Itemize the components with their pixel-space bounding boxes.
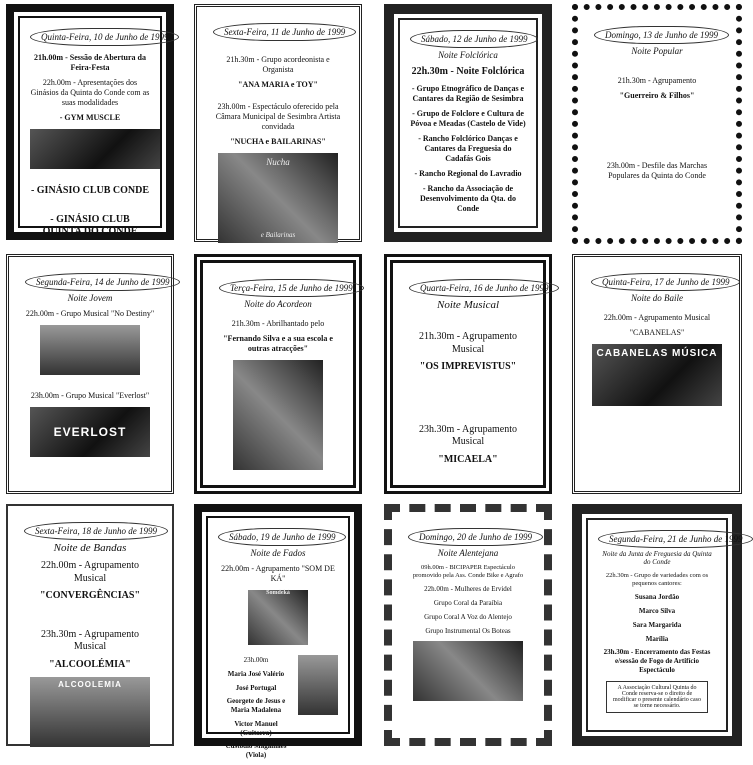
photo-caption: e Bailarinas (260, 231, 296, 239)
photo-label: Somdeká (266, 590, 290, 596)
event-line: - Rancho da Associação de Desenvolvimento da Qta. do Conde (420, 183, 516, 213)
event-line: 23h.00m - Espectáculo oferecido pela Câmara Municipal de Sesimbra Artista convidada (215, 102, 341, 131)
event-line: - Grupo Etnográfico de Danças e Cantares da Região de Sesimbra (411, 83, 525, 103)
event-line: Custódio Magalhães (Viola) (225, 742, 287, 759)
date-banner: Domingo, 20 de Junho de 1999 (408, 528, 543, 546)
singer-photo (298, 655, 338, 715)
event-line: 21h.30m - Abrilhantado pelo (231, 319, 325, 328)
event-line: José Portugal (235, 683, 277, 692)
night-title: Noite de Bandas (53, 542, 127, 554)
event-line: Marília (645, 634, 669, 643)
nucha-photo (218, 153, 338, 243)
event-line: "Guerreiro & Filhos" (619, 91, 695, 100)
date-banner: Segunda-Feira, 21 de Junho de 1999 (598, 530, 753, 548)
event-line: 22h.00m - Agrupamento "SOM DE KÁ" (221, 564, 335, 583)
event-line: 21h.30m - Agrupamento Musical (418, 331, 518, 355)
date-banner: Segunda-Feira, 14 de Junho de 1999 (25, 273, 180, 291)
event-line: Grupo Coral da Paraíbia (433, 599, 503, 607)
event-line: 22h.00m - Grupo Musical "No Destiny" (25, 309, 155, 318)
card-friday-11 (194, 4, 362, 242)
card-monday-21 (572, 504, 742, 746)
event-line: 22h.00m - Agrupamento Musical (40, 560, 140, 584)
event-line: Susana Jordão (634, 593, 680, 602)
event-line: - GINÁSIO CLUB CONDE (30, 185, 150, 196)
event-line: 23h.30m - Agrupamento Musical (40, 628, 140, 652)
card-wednesday-16 (384, 254, 552, 494)
photo-label: EVERLOST (53, 425, 127, 439)
event-line: "ANA MARIA e TOY" (238, 80, 318, 89)
event-line: - GINÁSIO CLUB QUINTA DO CONDE (42, 213, 138, 237)
event-line: "CONVERGÊNCIAS" (39, 590, 140, 601)
night-title: Noite Musical (436, 299, 500, 311)
date-banner: Quinta-Feira, 10 de Junho de 1999 (30, 28, 179, 46)
event-line: "NUCHA e BAILARINAS" (230, 137, 326, 146)
event-line: Georgete de Jesus e Maria Madalena (226, 697, 286, 714)
accordion-photo (233, 360, 323, 470)
event-line: 22h.00m - Agrupamento Musical (603, 313, 711, 322)
event-line: 22h.00m - Mulheres de Ervidel (424, 585, 512, 594)
event-line: 23h.00m (243, 656, 269, 664)
date-banner: Sexta-Feira, 11 de Junho de 1999 (213, 23, 356, 41)
event-line: 23h.30m - Encerramento das Festas e/sessão de Fogo de Artifício Espectáculo (603, 648, 711, 674)
gym-photo (30, 129, 160, 169)
event-line: 21h.30m - Grupo acordeonista e Organista (226, 55, 330, 74)
date-banner: Quinta-Feira, 17 de Junho de 1999 (591, 273, 740, 291)
date-banner: Sábado, 19 de Junho de 1999 (218, 528, 346, 546)
photo-label: ALCOOLEMIA (58, 680, 122, 689)
event-line: 22h.30m - Grupo de variedades com os pequenos cantores: (605, 572, 709, 588)
band-photo (40, 325, 140, 375)
event-line: 09h.00m - BICIPAPER Espectáculo promovido pela Ass. Conde Bike e Agrafo (412, 564, 524, 580)
event-line: Grupo Coral A Voz do Alentejo (424, 612, 512, 621)
event-line: Grupo Instrumental Os Boteas (425, 626, 511, 635)
card-sunday-13 (572, 4, 742, 244)
night-title: Noite Folclórica (438, 50, 498, 60)
card-thursday-17 (572, 254, 742, 494)
photo-label: CABANELAS MÚSICA (596, 348, 718, 359)
night-title: Noite do Baile (631, 293, 683, 303)
date-banner: Sábado, 12 de Junho de 1999 (410, 30, 538, 48)
photo-label: Nucha (266, 157, 290, 167)
date-banner: Sexta-Feira, 18 de Junho de 1999 (24, 522, 168, 540)
footnote: A Associação Cultural Quinta do Conde reserva-se o direito de modificar o presente calendário caso se torne necessário. (606, 681, 708, 713)
alcoolemia-photo (30, 677, 150, 747)
card-tuesday-15 (194, 254, 362, 494)
event-line: Sara Margarida (632, 620, 682, 629)
event-line: "OS IMPREVISTUS" (419, 361, 517, 372)
event-line: - GYM MUSCLE (59, 113, 121, 122)
event-line: 23h.00m - Desfile das Marchas Populares da Quinta do Conde (606, 161, 708, 180)
event-line: Maria José Valério (227, 669, 285, 678)
event-line: - Grupo de Folclore e Cultura de Póvoa e Meadas (Castelo de Vide) (410, 108, 526, 128)
night-title: Noite da Junta de Freguesia da Quinta do Conde (602, 550, 712, 566)
everlost-photo (30, 407, 150, 457)
cabanelas-photo (592, 344, 722, 406)
date-banner: Terça-Feira, 15 de Junho de 1999 (219, 279, 364, 297)
card-monday-14 (6, 254, 174, 494)
date-banner: Domingo, 13 de Junho de 1999 (594, 26, 729, 44)
night-title: Noite Alentejana (437, 548, 499, 558)
event-line: - Rancho Regional do Lavradio (414, 168, 522, 178)
event-line: 23h.00m - Grupo Musical "Everlost" (30, 391, 150, 400)
event-line: "Fernando Silva e a sua escola e outras atracções" (223, 334, 333, 353)
card-saturday-19 (194, 504, 362, 759)
event-line: 23h.30m - Agrupamento Musical (418, 423, 518, 447)
card-friday-18 (6, 504, 174, 746)
event-line: - Rancho Folclórico Danças e Cantares da Freguesia do Cadafás Gois (418, 133, 518, 163)
event-line: "ALCOOLÉMIA" (49, 658, 131, 670)
card-sunday-20 (384, 504, 552, 746)
card-saturday-12 (384, 4, 552, 242)
night-title: Noite Popular (631, 46, 683, 56)
event-line: "CABANELAS" (629, 328, 685, 337)
date-banner: Quarta-Feira, 16 de Junho de 1999 (409, 279, 559, 297)
event-line: "MICAELA" (438, 453, 498, 465)
event-line: 21h.00m - Sessão de Abertura da Feira-Festa (33, 53, 146, 72)
choir-photo (413, 641, 523, 701)
event-line: Marco Silva (638, 607, 676, 615)
night-title: Noite de Fados (250, 548, 306, 558)
night-title: Noite do Acordeon (244, 299, 312, 309)
event-line: 22h.00m - Apresentações dos Ginásios da Quinta do Conde com as suas modalidades (30, 78, 150, 107)
night-title: Noite Jovem (67, 293, 113, 303)
event-line: 22h.30m - Noite Folclórica (411, 66, 525, 77)
event-line: Victor Manuel (Guitarra) (234, 719, 278, 737)
somdeka-photo (248, 590, 308, 645)
card-thursday-10 (6, 4, 174, 240)
event-line: 21h.30m - Agrupamento (617, 76, 697, 85)
